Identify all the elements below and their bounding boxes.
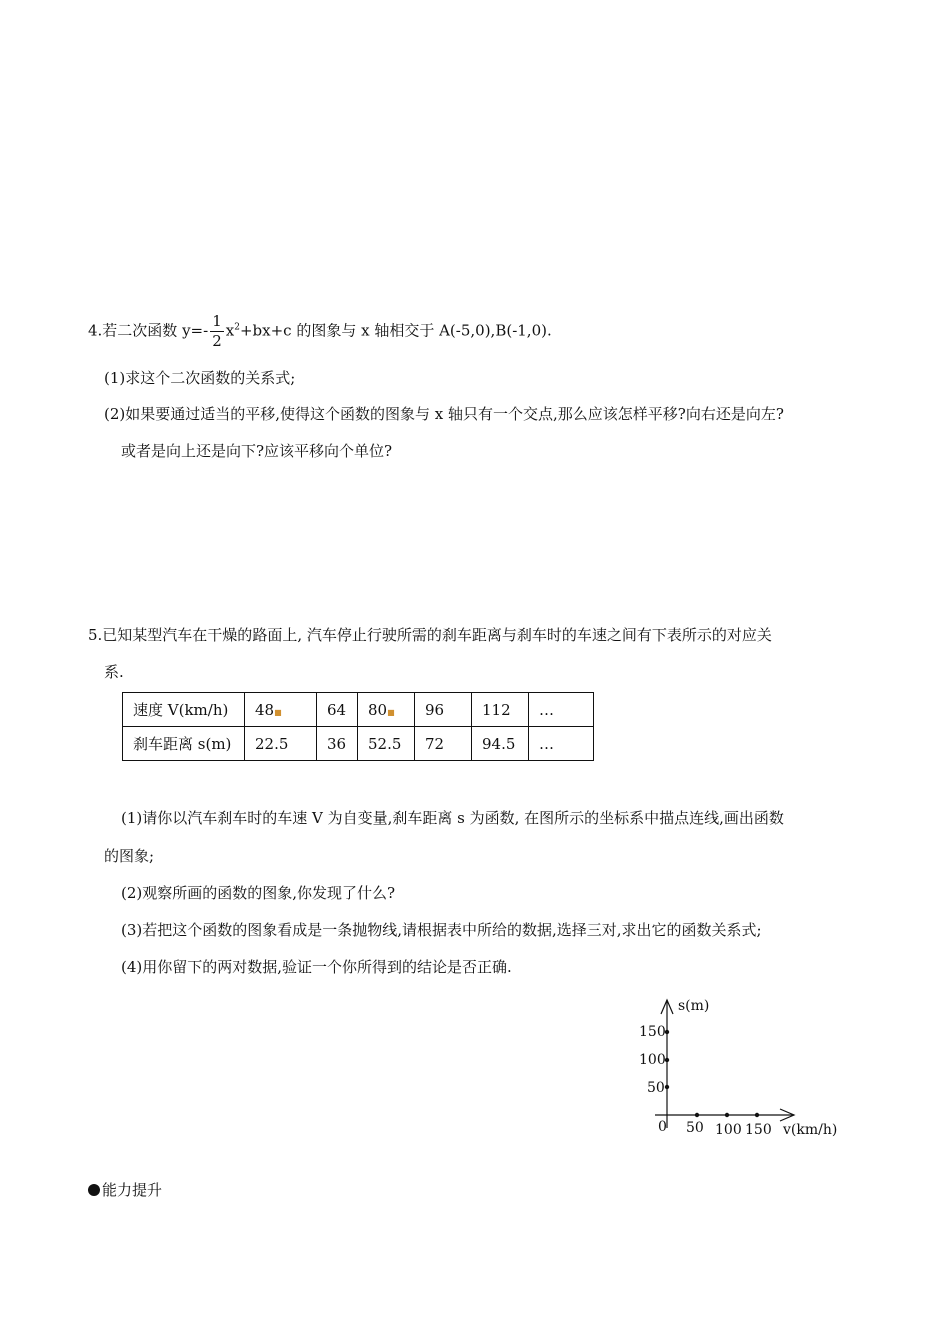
edit-mark-icon: ■ bbox=[274, 707, 282, 717]
table-cell: 64 bbox=[317, 693, 358, 727]
table-cell: … bbox=[529, 727, 594, 761]
table-cell: 速度 V(km/h) bbox=[123, 693, 245, 727]
section-heading bbox=[88, 1179, 162, 1200]
q5-part-1-line-1: (1)请你以汽车刹车时的车速 V 为自变量,刹车距离 s 为函数, 在图所示的坐标系中描点连线,画出函数 bbox=[121, 809, 784, 827]
q4-stem-lead: 4.若二次函数 y=- bbox=[88, 321, 209, 340]
q4-stem-tail: +bx+c 的图象与 x 轴相交于 A(-5,0),B(-1,0). bbox=[239, 321, 552, 340]
q4-part-1: (1)求这个二次函数的关系式; bbox=[104, 369, 296, 387]
y-tick-label: 150 bbox=[639, 1024, 666, 1040]
q5-part-4: (4)用你留下的两对数据,验证一个你所得到的结论是否正确. bbox=[121, 958, 512, 976]
x-tick-label: 150 bbox=[745, 1122, 772, 1138]
table-cell: 112 bbox=[472, 693, 529, 727]
x-tick-dot bbox=[725, 1113, 729, 1117]
section-title: 能力提升 bbox=[102, 1181, 163, 1199]
q4-x-variable: x bbox=[225, 321, 235, 340]
table-cell: 52.5 bbox=[358, 727, 415, 761]
bullet-icon bbox=[88, 1184, 100, 1196]
fraction-denominator: 2 bbox=[212, 332, 222, 350]
table-cell: … bbox=[529, 693, 594, 727]
q5-stem-line-2: 系. bbox=[104, 663, 124, 681]
origin-label: 0 bbox=[658, 1119, 667, 1135]
table-cell: 48■ bbox=[245, 693, 317, 727]
table-cell: 96 bbox=[415, 693, 472, 727]
x-tick-label: 100 bbox=[715, 1122, 742, 1138]
table-cell: 刹车距离 s(m) bbox=[123, 727, 245, 761]
edit-mark-icon: ■ bbox=[387, 707, 395, 717]
y-tick-label: 100 bbox=[639, 1052, 666, 1068]
y-tick-label: 50 bbox=[647, 1080, 665, 1096]
x-tick-dot bbox=[755, 1113, 759, 1117]
q5-part-2: (2)观察所画的函数的图象,你发现了什么? bbox=[121, 884, 396, 902]
fraction-numerator: 1 bbox=[212, 312, 222, 330]
y-tick-dot bbox=[665, 1085, 669, 1089]
x-axis-label: v(km/h) bbox=[783, 1122, 838, 1138]
table-cell: 36 bbox=[317, 727, 358, 761]
table-cell: 22.5 bbox=[245, 727, 317, 761]
x-tick-dot bbox=[695, 1113, 699, 1117]
table-cell: 94.5 bbox=[472, 727, 529, 761]
table-cell: 80■ bbox=[358, 693, 415, 727]
y-axis-label: s(m) bbox=[678, 998, 710, 1014]
q4-exponent: 2 bbox=[234, 322, 240, 333]
table-cell: 72 bbox=[415, 727, 472, 761]
x-tick-label: 50 bbox=[686, 1120, 704, 1136]
q5-part-1-line-2: 的图象; bbox=[104, 847, 155, 865]
q5-part-3: (3)若把这个函数的图象看成是一条抛物线,请根据表中所给的数据,选择三对,求出它的函数关系式; bbox=[121, 921, 762, 939]
q4-part-2-line-2: 或者是向上还是向下?应该平移向个单位? bbox=[121, 442, 393, 460]
q4-part-2-line-1: (2)如果要通过适当的平移,使得这个函数的图象与 x 轴只有一个交点,那么应该怎样平移?向右还是向左? bbox=[104, 405, 784, 423]
q5-stem-line-1: 5.已知某型汽车在干燥的路面上, 汽车停止行驶所需的刹车距离与刹车时的车速之间有下表所示的对应关 bbox=[88, 626, 772, 644]
